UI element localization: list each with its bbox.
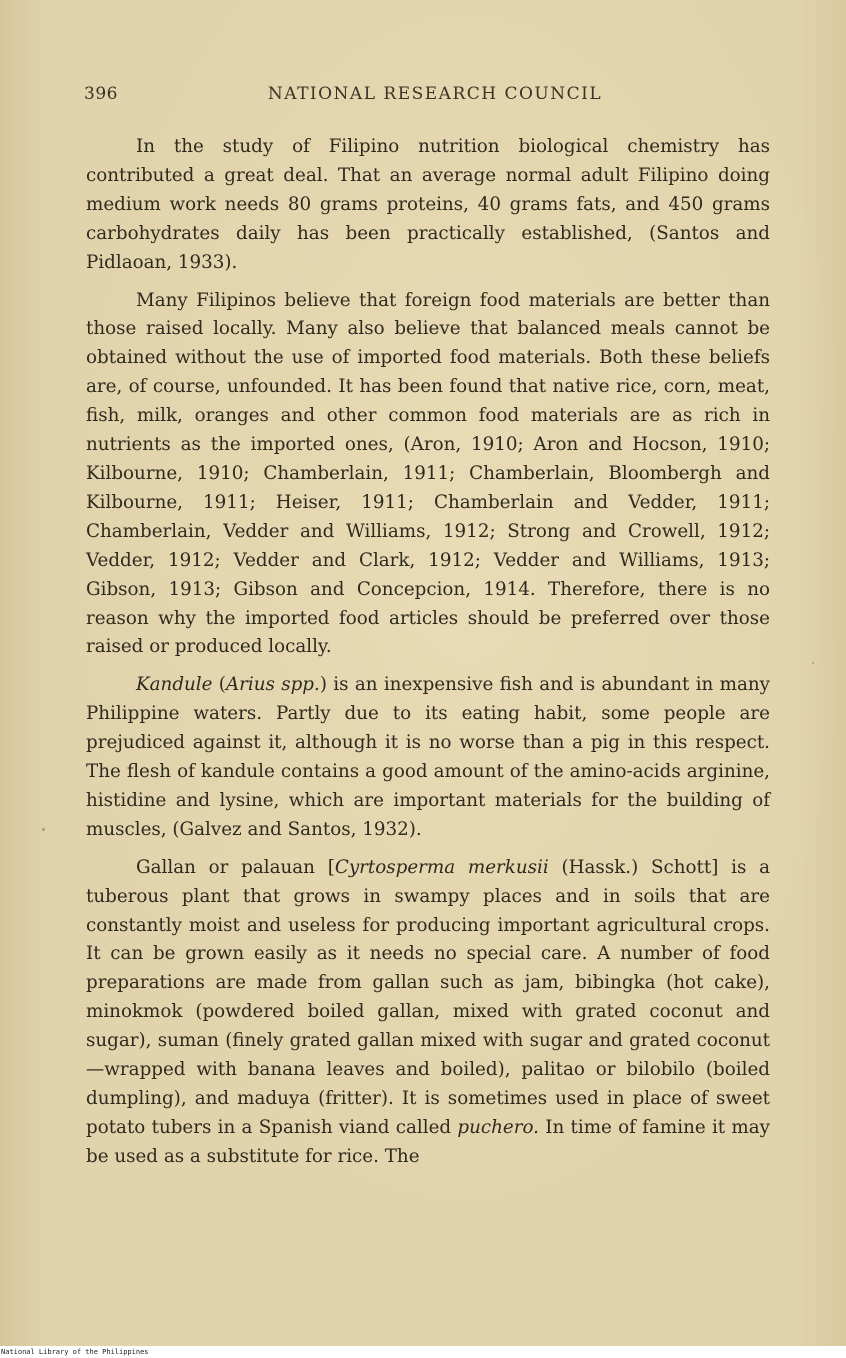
paragraph-nutrition-requirements xyxy=(86,133,770,278)
fish-name: Kandule xyxy=(136,674,213,696)
dish-name: puchero. xyxy=(457,1116,539,1138)
paragraph-text: In time of famine it may be used as a substitute for rice. The xyxy=(86,1116,770,1167)
paragraph-text: ( xyxy=(212,674,226,696)
running-head: NATIONAL RESEARCH COUNCIL xyxy=(267,84,603,104)
paragraph-gallan xyxy=(86,854,770,1172)
paragraph-text: In the study of Filipino nutrition biological chemistry has contributed a great deal. That an average normal adult Filipino doing medium work needs 80 grams proteins, 40 grams fats, and 450 grams carbohydrates daily has been practically established, (Santos and Pidlaoan, 1933). xyxy=(86,136,770,273)
paragraph-kandule xyxy=(86,671,770,844)
scientific-name: Arius spp. xyxy=(225,674,320,696)
page-header xyxy=(84,84,774,112)
body-text xyxy=(86,133,770,1181)
paragraph-text: Many Filipinos believe that foreign food materials are better than those raised locally. Many also believe that balanced meals cannot be obtained without the use of imported food materials. Both these beliefs are, of course, unfounded. It has been found that native rice, corn, meat, fish, milk, oranges and other common food materials are as rich in nutrients as the imported ones, (Aron, 1910; Aron and Hocson, 1910; Kilbourne, 1910; Chamberlain, 1911; Chamberlain, Bloombergh and Kilbourne, 1911; Heiser, 1911; Chamberlain and Vedder, 1911; Chamberlain, Vedder and Williams, 1912; Strong and Crowell, 1912; Vedder, 1912; Vedder and Clark, 1912; Vedder and Williams, 1913; Gibson, 1913; Gibson and Concepcion, 1914. Therefore, there is no reason why the imported food articles should be preferred over those raised or produced locally. xyxy=(86,289,770,658)
paragraph-foreign-food-beliefs xyxy=(86,287,770,663)
paragraph-text: ) is an inexpensive fish and is abundant in many Philippine waters. Partly due to its eating habit, some people are prejudiced against it, although it is no worse than a pig in this respect. The flesh of kandule contains a good amount of the amino-acids arginine, histidine and lysine, which are important materials for the building of muscles, (Galvez and Santos, 1932). xyxy=(86,674,770,840)
page-footer xyxy=(0,1347,846,1358)
paper-speck xyxy=(42,828,45,831)
page-number: 396 xyxy=(84,84,118,104)
paper-speck xyxy=(812,662,814,664)
source-credit: National Library of the Philippines xyxy=(1,1348,149,1356)
paragraph-text: (Hassk.) Schott] is a tuberous plant that grows in swampy places and in soils that are constantly moist and useless for producing important agricultural crops. It can be grown easily as it needs no special care. A number of food preparations are made from gallan such as jam, bibingka (hot cake), minokmok (powdered boiled gallan, mixed with grated coconut and sugar), suman (finely grated gallan mixed with sugar and grated coconut—wrapped with banana leaves and boiled), palitao or bilobilo (boiled dumpling), and maduya (fritter). It is sometimes used in place of sweet potato tubers in a Spanish viand called xyxy=(86,856,770,1138)
scientific-name: Cyrtosperma merkusii xyxy=(334,856,549,878)
paragraph-text: Gallan or palauan [ xyxy=(136,856,335,878)
